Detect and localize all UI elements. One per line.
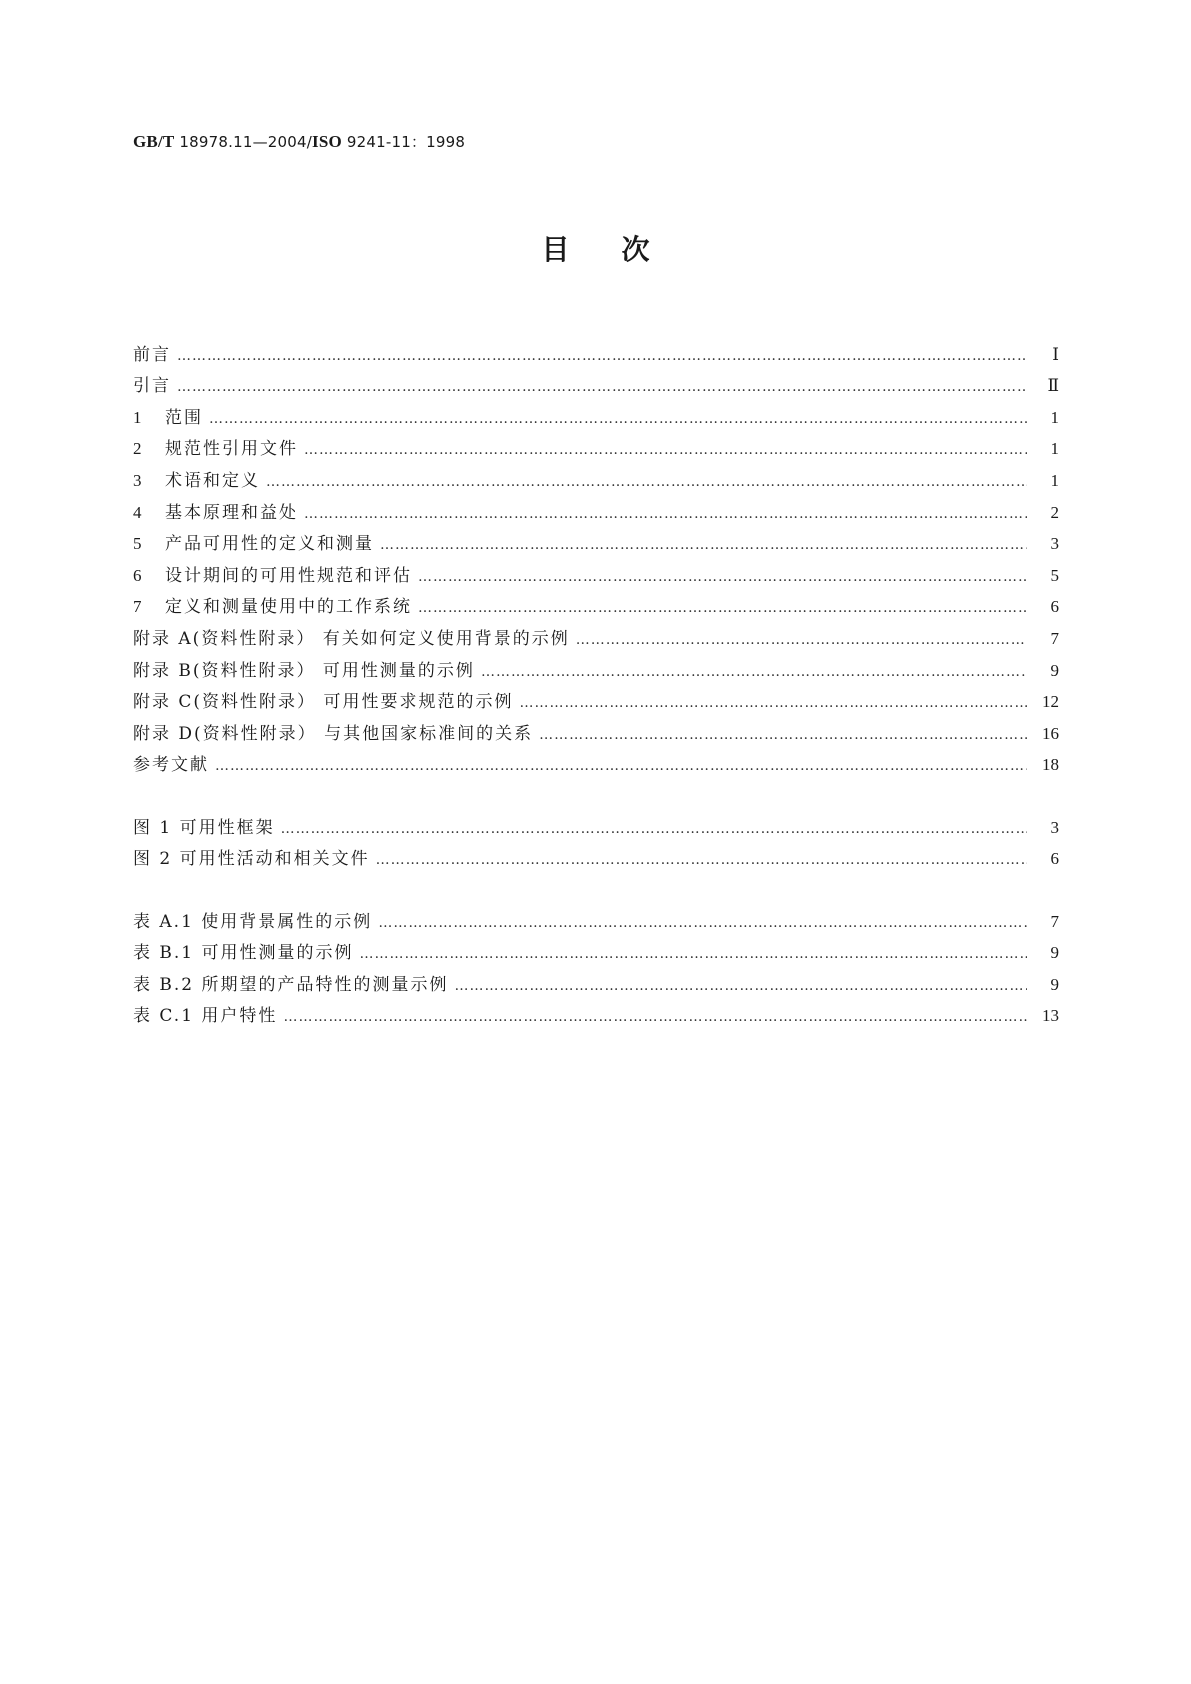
toc-entry-label: 术语和定义: [165, 470, 260, 491]
toc-table-entry[interactable]: [133, 932, 1059, 964]
toc-entry-label: 规范性引用文件: [165, 439, 298, 460]
toc-entry[interactable]: [133, 681, 1059, 713]
dot-leader: [177, 378, 1027, 396]
toc-figure-entry[interactable]: [133, 806, 1059, 838]
dot-leader: [266, 473, 1027, 491]
toc-entry-page: 1: [1050, 407, 1059, 427]
toc-entry-page: 3: [1050, 534, 1059, 554]
toc-table-label: 表 B.2 所期望的产品特性的测量示例: [133, 974, 449, 995]
toc-entry[interactable]: [133, 428, 1059, 460]
toc-entry[interactable]: [133, 523, 1059, 555]
toc-entry-label: 附录 D(资料性附录） 与其他国家标准间的关系: [133, 723, 534, 744]
toc-entry-page: Ⅱ: [1047, 376, 1059, 396]
dot-leader: [481, 663, 1027, 681]
dot-leader: [177, 347, 1027, 365]
toc-entry-page: 6: [1050, 597, 1059, 617]
toc-entry-label: 附录 A(资料性附录） 有关如何定义使用背景的示例: [133, 628, 570, 649]
toc-entry-label: 参考文献: [133, 755, 209, 776]
toc-figure-label: 图 2 可用性活动和相关文件: [133, 849, 370, 870]
dot-leader: [209, 410, 1027, 428]
toc-entry-label: 产品可用性的定义和测量: [165, 534, 374, 555]
toc-entry-label: 前言: [133, 344, 171, 365]
toc-entry[interactable]: [133, 396, 1059, 428]
toc-entry-number: 1: [133, 407, 142, 427]
toc-entry-page: 1: [1050, 470, 1059, 490]
toc-entry-label: 基本原理和益处: [165, 502, 298, 523]
toc-entry[interactable]: [133, 617, 1059, 649]
dot-leader: [576, 631, 1027, 649]
toc-entry-label: 附录 C(资料性附录） 可用性要求规范的示例: [133, 692, 514, 713]
toc-entry[interactable]: [133, 491, 1059, 523]
toc-entry-number: 7: [133, 597, 142, 617]
toc-figure-page: 6: [1050, 849, 1059, 869]
toc-entry-page: 5: [1050, 565, 1059, 585]
dot-leader: [304, 505, 1027, 523]
toc-table-page: 9: [1050, 974, 1059, 994]
toc-table-entry[interactable]: [133, 995, 1059, 1027]
toc-figures-list: [133, 806, 1059, 869]
toc-entry[interactable]: [133, 586, 1059, 618]
toc-table-page: 9: [1050, 943, 1059, 963]
toc-table-page: 13: [1042, 1006, 1059, 1026]
toc-table-label: 表 B.1 可用性测量的示例: [133, 943, 354, 964]
toc-entry[interactable]: [133, 649, 1059, 681]
toc-tables-list: [133, 900, 1059, 1026]
toc-entry-number: 5: [133, 534, 142, 554]
toc-entry-page: 12: [1042, 692, 1059, 712]
standard-prefix: GB/T: [133, 132, 175, 151]
page-title: 目次: [541, 233, 702, 266]
dot-leader: [281, 820, 1027, 838]
standard-number: 18978.11—2004/: [174, 133, 313, 151]
dot-leader: [455, 977, 1027, 995]
toc-entry-label: 设计期间的可用性规范和评估: [165, 565, 412, 586]
standard-code-header: [133, 131, 465, 152]
toc-entry-page: Ⅰ: [1052, 344, 1059, 364]
toc-entry-page: 2: [1050, 502, 1059, 522]
toc-entry[interactable]: [133, 333, 1059, 365]
toc-entry-number: 4: [133, 502, 142, 522]
toc-entry-number: 3: [133, 470, 142, 490]
toc-figure-entry[interactable]: [133, 838, 1059, 870]
toc-table-entry[interactable]: [133, 963, 1059, 995]
dot-leader: [215, 757, 1027, 775]
toc-entry[interactable]: [133, 712, 1059, 744]
toc-entry-page: 7: [1050, 628, 1059, 648]
dot-leader: [380, 536, 1027, 554]
dot-leader: [304, 441, 1027, 459]
toc-table-label: 表 C.1 用户特性: [133, 1006, 278, 1027]
toc-entry-label: 附录 B(资料性附录） 可用性测量的示例: [133, 660, 475, 681]
toc-entry-page: 18: [1042, 755, 1059, 775]
toc-entry[interactable]: [133, 554, 1059, 586]
toc-entry-page: 16: [1042, 723, 1059, 743]
dot-leader: [519, 694, 1027, 712]
iso-number: 9241-11：1998: [341, 133, 466, 151]
dot-leader: [539, 726, 1027, 744]
toc-entry-number: 2: [133, 439, 142, 459]
dot-leader: [418, 599, 1027, 617]
toc-table-entry[interactable]: [133, 900, 1059, 932]
toc-entry[interactable]: [133, 459, 1059, 491]
toc-entry-page: 9: [1050, 660, 1059, 680]
toc-figure-label: 图 1 可用性框架: [133, 817, 275, 838]
dot-leader: [376, 851, 1027, 869]
toc-entry-label: 引言: [133, 376, 171, 397]
toc-entry-number: 6: [133, 565, 142, 585]
dot-leader: [360, 945, 1027, 963]
dot-leader: [378, 914, 1027, 932]
toc-entry[interactable]: [133, 365, 1059, 397]
toc-figure-page: 3: [1050, 817, 1059, 837]
dot-leader: [283, 1008, 1027, 1026]
iso-prefix: ISO: [312, 132, 342, 151]
toc-entry[interactable]: [133, 744, 1059, 776]
toc-entry-label: 范围: [165, 407, 203, 428]
dot-leader: [418, 568, 1027, 586]
toc-entry-label: 定义和测量使用中的工作系统: [165, 597, 412, 618]
toc-table-label: 表 A.1 使用背景属性的示例: [133, 911, 373, 932]
toc-entry-page: 1: [1050, 439, 1059, 459]
toc-main-list: [133, 333, 1059, 775]
toc-table-page: 7: [1050, 911, 1059, 931]
